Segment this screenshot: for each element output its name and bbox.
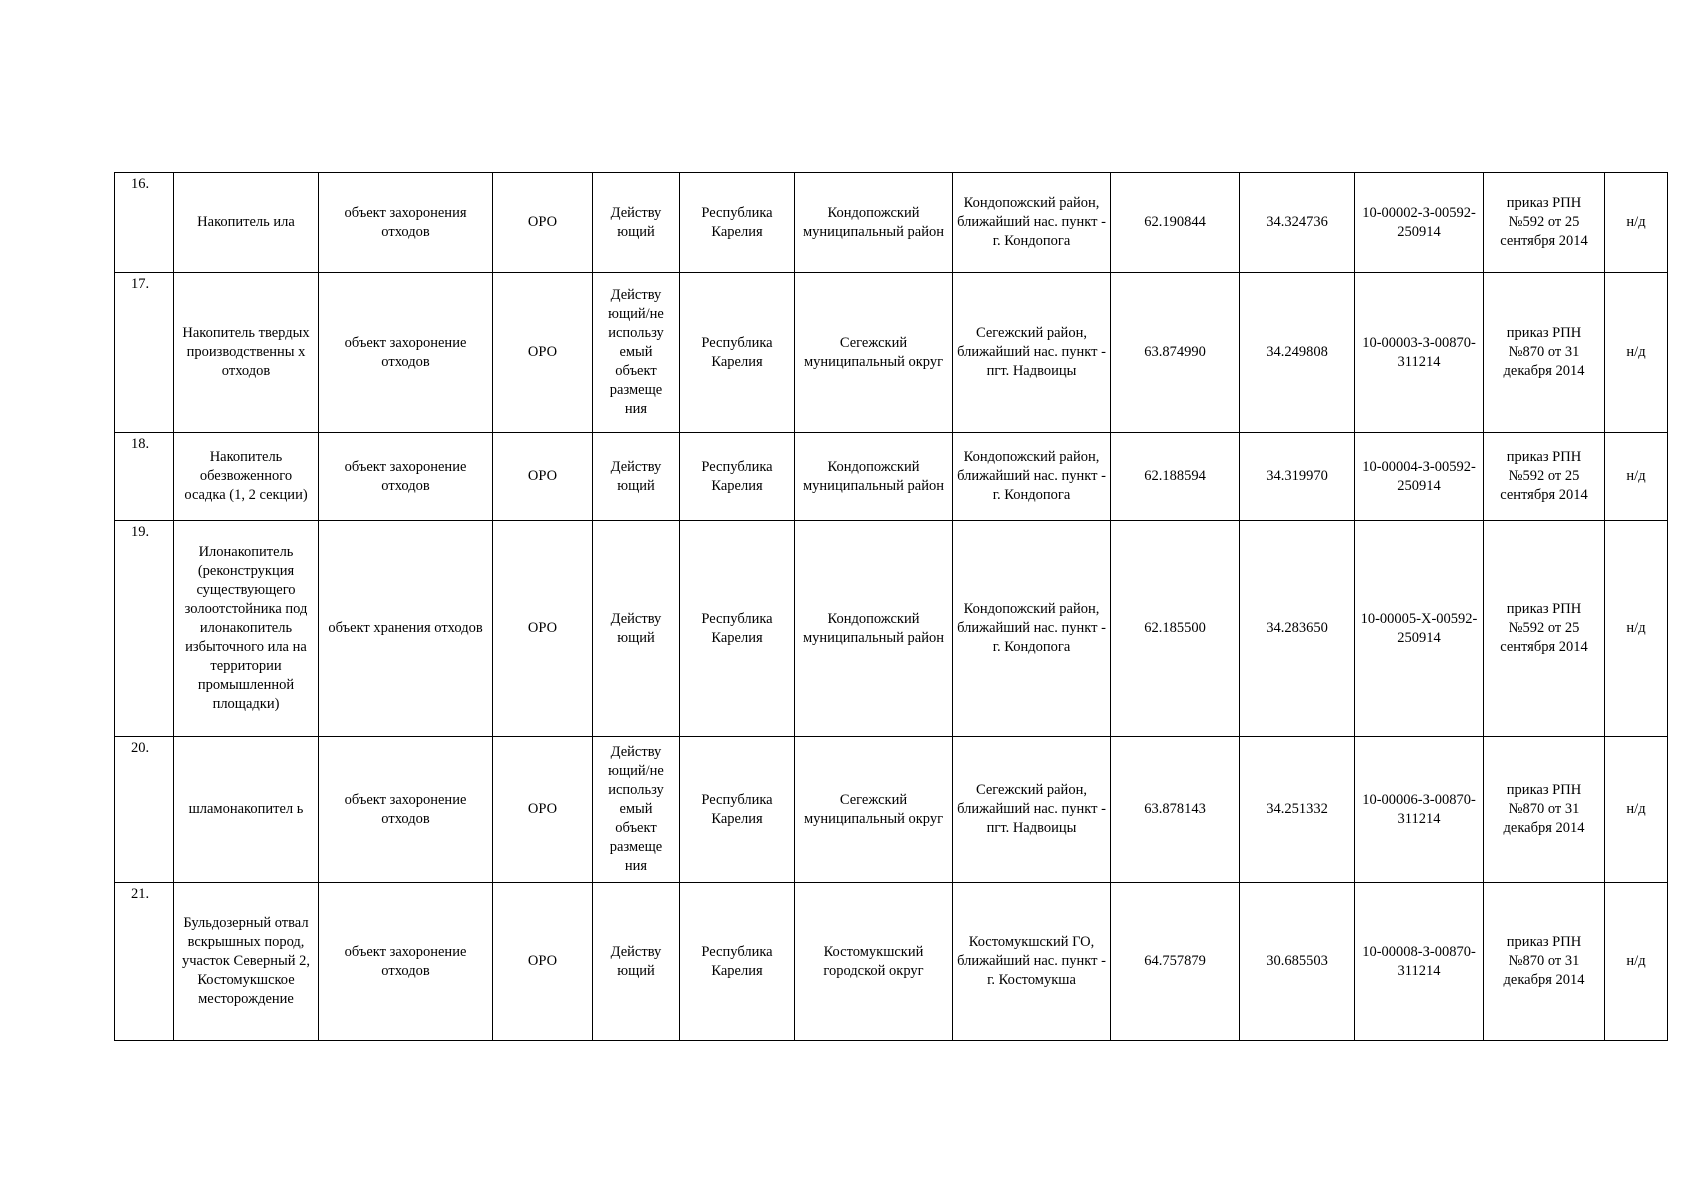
- municipality: Кондопожский муниципальный район: [795, 521, 953, 737]
- municipality: Сегежский муниципальный округ: [795, 737, 953, 883]
- municipality: Кондопожский муниципальный район: [795, 173, 953, 273]
- order-reference: приказ РПН №870 от 31 декабря 2014: [1484, 883, 1605, 1041]
- no-data-cell: н/д: [1605, 521, 1668, 737]
- nearest-locality: Кондопожский район, ближайший нас. пункт - г. Кондопога: [953, 173, 1111, 273]
- nearest-locality: Кондопожский район, ближайший нас. пункт - г. Кондопога: [953, 433, 1111, 521]
- latitude: 62.185500: [1111, 521, 1240, 737]
- facility-name: Бульдозерный отвал вскрышных пород, участок Северный 2, Костомукшское месторождение: [174, 883, 319, 1041]
- facility-type: ОРО: [493, 433, 593, 521]
- latitude: 62.190844: [1111, 173, 1240, 273]
- nearest-locality: Кондопожский район, ближайший нас. пункт - г. Кондопога: [953, 521, 1111, 737]
- facility-status: Действу ющий/не использу емый объект размеще ния: [593, 737, 680, 883]
- table-body: [115, 173, 1668, 1041]
- region: Республика Карелия: [680, 883, 795, 1041]
- latitude: 63.874990: [1111, 273, 1240, 433]
- registration-number: 10-00004-З-00592-250914: [1355, 433, 1484, 521]
- facility-type: ОРО: [493, 173, 593, 273]
- nearest-locality: Сегежский район, ближайший нас. пункт - пгт. Надвоицы: [953, 273, 1111, 433]
- facility-purpose: объект захоронение отходов: [319, 273, 493, 433]
- row-number: 19.: [115, 521, 174, 737]
- latitude: 62.188594: [1111, 433, 1240, 521]
- order-reference: приказ РПН №870 от 31 декабря 2014: [1484, 737, 1605, 883]
- order-reference: приказ РПН №592 от 25 сентября 2014: [1484, 521, 1605, 737]
- facility-type: ОРО: [493, 273, 593, 433]
- facility-type: ОРО: [493, 883, 593, 1041]
- row-number: 17.: [115, 273, 174, 433]
- facility-purpose: объект захоронение отходов: [319, 433, 493, 521]
- municipality: Сегежский муниципальный округ: [795, 273, 953, 433]
- facility-status: Действу ющий/не использу емый объект размеще ния: [593, 273, 680, 433]
- no-data-cell: н/д: [1605, 883, 1668, 1041]
- row-number: 18.: [115, 433, 174, 521]
- no-data-cell: н/д: [1605, 173, 1668, 273]
- row-number: 16.: [115, 173, 174, 273]
- facility-status: Действу ющий: [593, 883, 680, 1041]
- row-number: 20.: [115, 737, 174, 883]
- facility-purpose: объект захоронения отходов: [319, 173, 493, 273]
- longitude: 30.685503: [1240, 883, 1355, 1041]
- facility-status: Действу ющий: [593, 173, 680, 273]
- facility-type: ОРО: [493, 737, 593, 883]
- region: Республика Карелия: [680, 173, 795, 273]
- region: Республика Карелия: [680, 273, 795, 433]
- no-data-cell: н/д: [1605, 273, 1668, 433]
- facility-purpose: объект хранения отходов: [319, 521, 493, 737]
- no-data-cell: н/д: [1605, 737, 1668, 883]
- waste-facilities-table: [114, 172, 1668, 1041]
- table-row: [115, 883, 1668, 1041]
- region: Республика Карелия: [680, 521, 795, 737]
- region: Республика Карелия: [680, 737, 795, 883]
- table-row: [115, 521, 1668, 737]
- registration-number: 10-00005-Х-00592-250914: [1355, 521, 1484, 737]
- row-number: 21.: [115, 883, 174, 1041]
- order-reference: приказ РПН №592 от 25 сентября 2014: [1484, 173, 1605, 273]
- no-data-cell: н/д: [1605, 433, 1668, 521]
- longitude: 34.251332: [1240, 737, 1355, 883]
- longitude: 34.324736: [1240, 173, 1355, 273]
- longitude: 34.283650: [1240, 521, 1355, 737]
- facility-type: ОРО: [493, 521, 593, 737]
- facility-purpose: объект захоронение отходов: [319, 883, 493, 1041]
- longitude: 34.319970: [1240, 433, 1355, 521]
- registration-number: 10-00006-З-00870-311214: [1355, 737, 1484, 883]
- facility-status: Действу ющий: [593, 521, 680, 737]
- municipality: Кондопожский муниципальный район: [795, 433, 953, 521]
- nearest-locality: Костомукшский ГО, ближайший нас. пункт - г. Костомукша: [953, 883, 1111, 1041]
- table-row: [115, 433, 1668, 521]
- facility-name: шламонакопител ь: [174, 737, 319, 883]
- table-row: [115, 273, 1668, 433]
- latitude: 63.878143: [1111, 737, 1240, 883]
- table-row: [115, 173, 1668, 273]
- registration-number: 10-00002-З-00592-250914: [1355, 173, 1484, 273]
- facility-name: Накопитель обезвоженного осадка (1, 2 секции): [174, 433, 319, 521]
- facility-name: Накопитель ила: [174, 173, 319, 273]
- facility-name: Илонакопитель (реконструкция существующего золоотстойника под илонакопитель избыточного ила на территории промышленной площадки): [174, 521, 319, 737]
- municipality: Костомукшский городской округ: [795, 883, 953, 1041]
- facility-name: Накопитель твердых производственны х отходов: [174, 273, 319, 433]
- facility-status: Действу ющий: [593, 433, 680, 521]
- table-row: [115, 737, 1668, 883]
- order-reference: приказ РПН №592 от 25 сентября 2014: [1484, 433, 1605, 521]
- order-reference: приказ РПН №870 от 31 декабря 2014: [1484, 273, 1605, 433]
- registration-number: 10-00003-З-00870-311214: [1355, 273, 1484, 433]
- latitude: 64.757879: [1111, 883, 1240, 1041]
- longitude: 34.249808: [1240, 273, 1355, 433]
- registration-number: 10-00008-З-00870-311214: [1355, 883, 1484, 1041]
- nearest-locality: Сегежский район, ближайший нас. пункт - пгт. Надвоицы: [953, 737, 1111, 883]
- region: Республика Карелия: [680, 433, 795, 521]
- facility-purpose: объект захоронение отходов: [319, 737, 493, 883]
